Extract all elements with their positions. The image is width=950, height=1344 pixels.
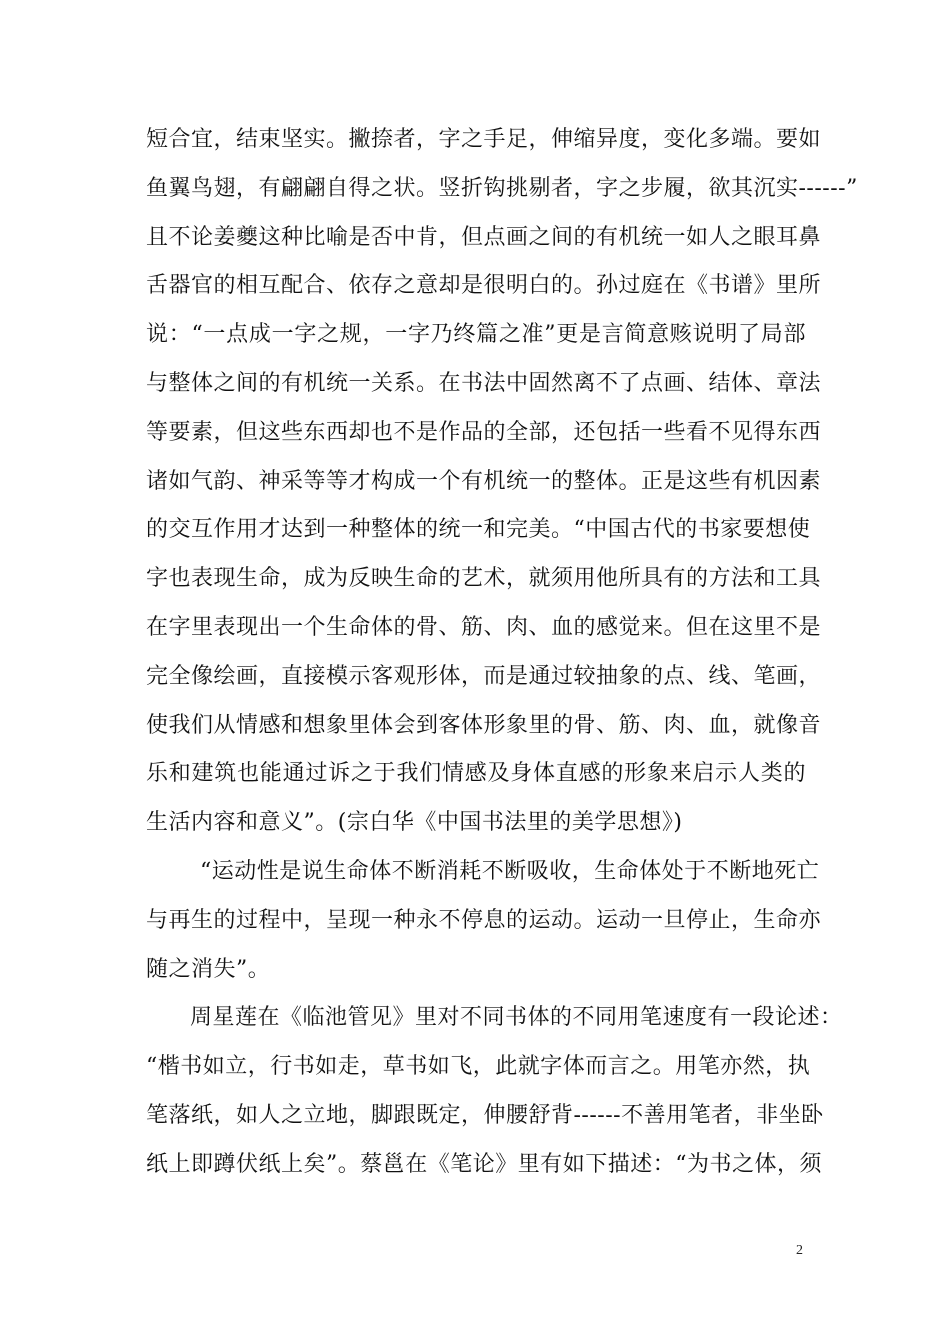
text-line: 鱼翼鸟翅，有翩翩自得之状。竖折钩挑剔者，字之步履，欲其沉实------” (146, 175, 858, 201)
paragraph-start-line: 周星莲在《临池管见》里对不同书体的不同用笔速度有一段论述： (190, 1005, 843, 1031)
text-line: 短合宜，结束坚实。撇捺者，字之手足，伸缩异度，变化多端。要如 (146, 127, 822, 152)
text-line: 与整体之间的有机统一关系。在书法中固然离不了点画、结体、章法 (146, 370, 822, 396)
text-line: 使我们从情感和想象里体会到客体形象里的骨、筋、肉、血，就像音 (146, 712, 822, 738)
text-line: 等要素，但这些东西却也不是作品的全部，还包括一些看不见得东西 (146, 419, 822, 445)
text-line: 乐和建筑也能通过诉之于我们情感及身体直感的形象来启示人类的 (146, 761, 806, 787)
text-line: “楷书如立，行书如走，草书如飞，此就字体而言之。用笔亦然，执 (146, 1054, 811, 1080)
text-line: 说：“一点成一字之规，一字乃终篇之准”更是言简意赅说明了局部 (146, 322, 806, 348)
text-line: 完全像绘画，直接模示客观形体，而是通过较抽象的点、线、笔画， (146, 663, 822, 689)
text-line: 与再生的过程中，呈现一种永不停息的运动。运动一旦停止，生命亦 (146, 907, 822, 933)
paragraph-start-line: “运动性是说生命体不断消耗不断吸收，生命体处于不断地死亡 (200, 858, 820, 884)
page-number: 2 (796, 1243, 803, 1258)
text-line: 诸如气韵、神采等等才构成一个有机统一的整体。正是这些有机因素 (146, 468, 822, 494)
text-line: 且不论姜夔这种比喻是否中肯，但点画之间的有机统一如人之眼耳鼻 (146, 224, 822, 250)
text-line: 字也表现生命，成为反映生命的艺术，就须用他所具有的方法和工具 (146, 566, 822, 592)
text-line: 纸上即蹲伏纸上矣”。蔡邕在《笔论》里有如下描述：“为书之体，须 (146, 1151, 822, 1177)
text-line: 生活内容和意义”。(宗白华《中国书法里的美学思想》) (146, 810, 683, 836)
body-text (146, 116, 858, 1190)
text-line: 舌器官的相互配合、依存之意却是很明白的。孙过庭在《书谱》里所 (146, 273, 822, 299)
text-line: 的交互作用才达到一种整体的统一和完美。“中国古代的书家要想使 (146, 517, 811, 543)
text-line: 随之消失”。 (146, 956, 271, 982)
text-line: 笔落纸，如人之立地，脚跟既定，伸腰舒背------不善用笔者，非坐卧 (146, 1102, 824, 1128)
text-line: 在字里表现出一个生命体的骨、筋、肉、血的感觉来。但在这里不是 (146, 614, 822, 640)
